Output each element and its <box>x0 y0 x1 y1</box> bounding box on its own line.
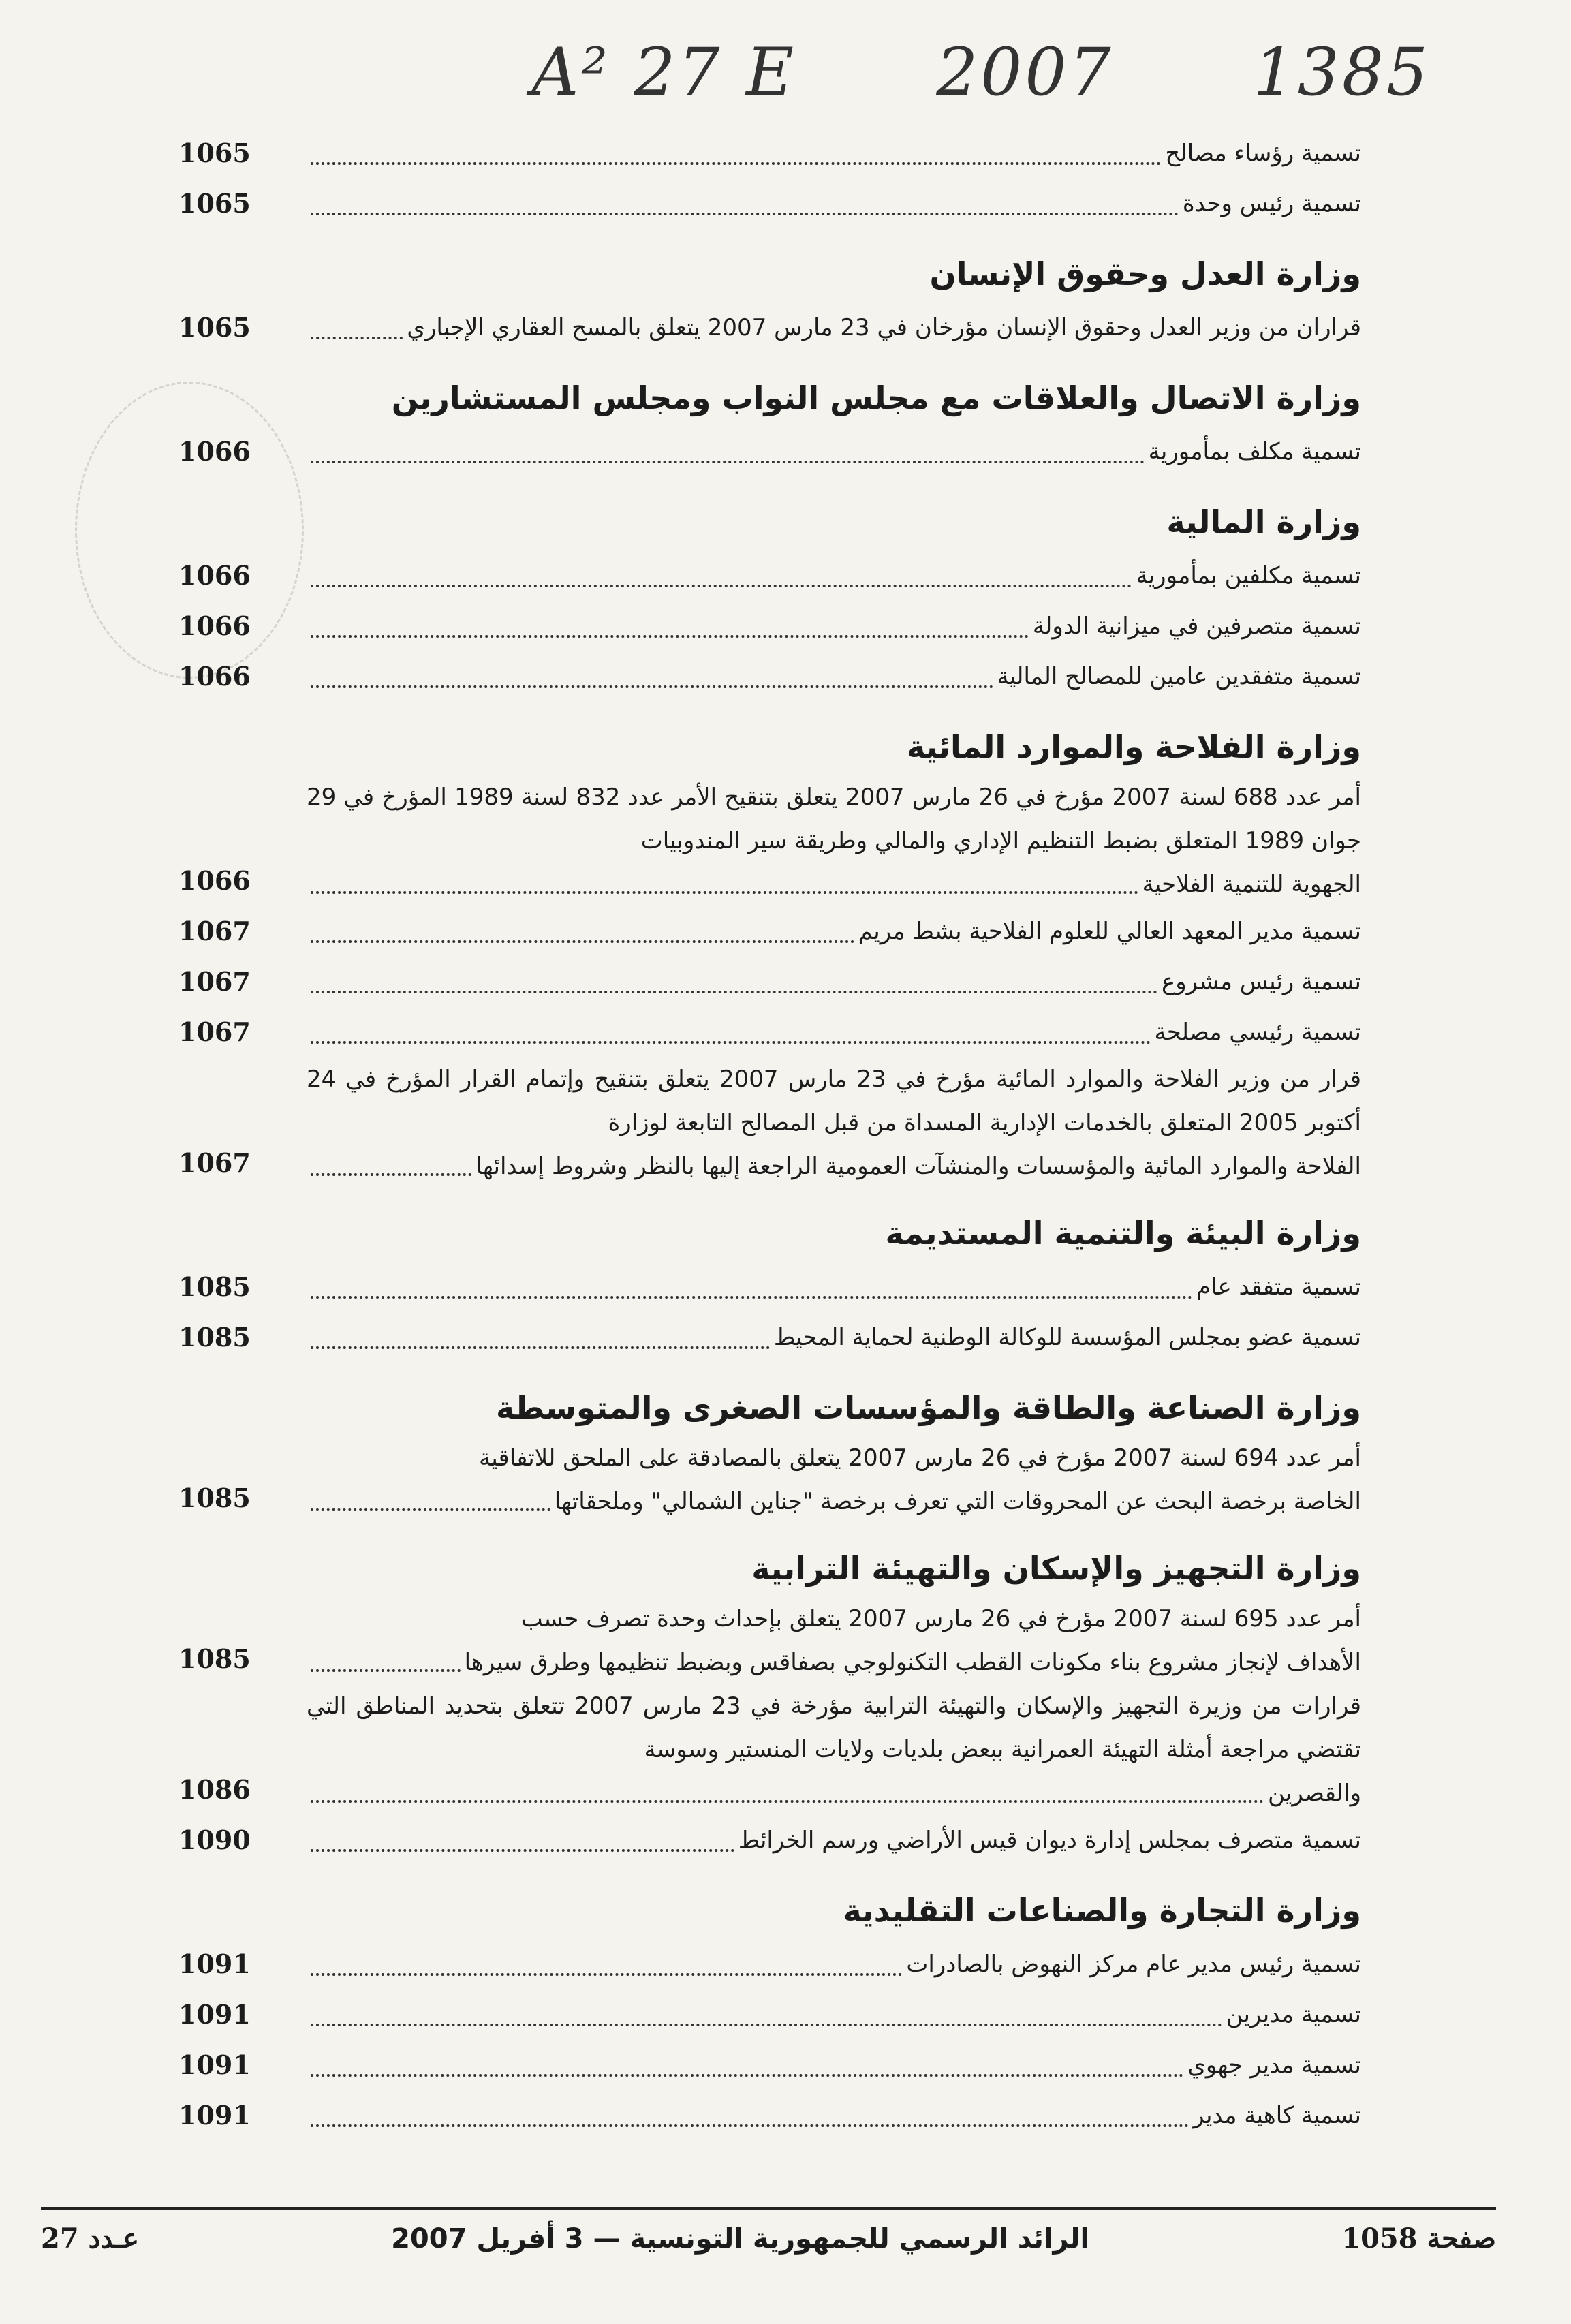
toc-entry <box>178 1597 1361 1684</box>
toc-entry <box>178 651 1361 702</box>
ministry-heading: وزارة التجارة والصناعات التقليدية <box>843 1892 1361 1929</box>
leader-dots <box>311 1849 734 1852</box>
handwritten-ref: A² 27 E <box>531 34 797 110</box>
toc-entry <box>178 1057 1361 1188</box>
entry-text: تسمية متصرفين في ميزانية الدولة <box>1032 613 1361 640</box>
leader-dots <box>311 585 1132 587</box>
entry-page-number: 1067 <box>178 1017 251 1047</box>
leader-dots <box>311 1173 471 1176</box>
entry-lead-text: قرار من وزير الفلاحة والموارد المائية مؤرخ في 23 مارس 2007 يتعلق بتنقيح وإتمام القرار المؤرخ في 24 أكتوبر 2005 المتعلق بالخدمات الإدارية المسداة من قبل المصالح التابعة لوزارة <box>307 1066 1361 1136</box>
handwritten-number: 1385 <box>1253 34 1431 110</box>
ministry-heading: وزارة الاتصال والعلاقات مع مجلس النواب ومجلس المستشارين <box>391 379 1361 416</box>
leader-dots <box>311 635 1029 638</box>
entry-text: تسمية رئيس وحدة <box>1182 190 1361 217</box>
leader-dots <box>311 940 854 943</box>
entry-page-number: 1085 <box>178 1322 251 1352</box>
journal-title: الرائد الرسمي للجمهورية التونسية — 3 أفريل 2007 <box>391 2222 1090 2255</box>
leader-dots <box>311 1508 550 1511</box>
leader-dots <box>311 1296 1192 1299</box>
entry-page-number: 1085 <box>178 1483 251 1513</box>
entry-page-number: 1067 <box>178 1147 251 1178</box>
leader-dots <box>311 1669 461 1672</box>
page-number: صفحة 1058 <box>1341 2222 1496 2255</box>
leader-dots <box>311 891 1138 894</box>
footer-rule <box>41 2207 1496 2210</box>
leader-dots <box>311 685 993 688</box>
entry-text: الخاصة برخصة البحث عن المحروقات التي تعرف برخصة "جناين الشمالي" وملحقاتها <box>554 1488 1361 1515</box>
entry-page-number: 1065 <box>178 188 251 219</box>
entry-text: تسمية مدير المعهد العالي للعلوم الفلاحية بشط مريم <box>858 918 1361 945</box>
entry-text: تسمية كاهية مدير <box>1193 2102 1361 2129</box>
entry-page-number: 1091 <box>178 1949 251 1979</box>
entry-page-number: 1091 <box>178 2049 251 2080</box>
entry-text: تسمية رئيس مدير عام مركز النهوض بالصادرات <box>906 1951 1361 1978</box>
entry-text: تسمية متفقدين عامين للمصالح المالية <box>997 663 1361 690</box>
entry-text: تسمية متصرف بمجلس إدارة ديوان قيس الأراضي ورسم الخرائط <box>738 1827 1361 1854</box>
toc-entry <box>178 1684 1361 1815</box>
leader-dots <box>311 2074 1183 2077</box>
entry-page-number: 1085 <box>178 1271 251 1302</box>
toc-entry <box>178 957 1361 1007</box>
leader-dots <box>311 2024 1222 2026</box>
leader-dots <box>311 337 403 339</box>
entry-page-number: 1067 <box>178 966 251 997</box>
entry-lead-text: قرارات من وزيرة التجهيز والإسكان والتهيئة الترابية مؤرخة في 23 مارس 2007 تتعلق بتحديد المناطق التي تقتضي مراجعة أمثلة التهيئة العمرانية ببعض بلديات ولايات المنستير وسوسة <box>307 1692 1362 1763</box>
entry-page-number: 1090 <box>178 1825 251 1855</box>
ministry-heading: وزارة الصناعة والطاقة والمؤسسات الصغرى والمتوسطة <box>495 1389 1361 1426</box>
leader-dots <box>311 461 1145 463</box>
leader-dots <box>311 2124 1189 2127</box>
handwritten-annotation <box>531 34 1431 110</box>
ministry-heading: وزارة المالية <box>1166 503 1361 540</box>
toc-entry <box>178 775 1361 906</box>
toc-entry <box>178 2040 1361 2090</box>
entry-page-number: 1086 <box>178 1774 251 1805</box>
entry-text: الفلاحة والموارد المائية والمؤسسات والمنشآت العمومية الراجعة إليها بالنظر وشروط إسدائها <box>476 1153 1361 1180</box>
toc-entry <box>178 2090 1361 2141</box>
entry-page-number: 1066 <box>178 865 251 896</box>
entry-page-number: 1065 <box>178 138 251 168</box>
leader-dots <box>311 991 1157 993</box>
entry-text: تسمية رئيسي مصلحة <box>1154 1019 1361 1046</box>
leader-dots <box>311 1973 902 1976</box>
handwritten-year: 2007 <box>936 34 1114 110</box>
entry-text: الجهوية للتنمية الفلاحية <box>1142 871 1361 898</box>
ministry-heading: وزارة الفلاحة والموارد المائية <box>907 728 1361 765</box>
toc-entry <box>178 1939 1361 1989</box>
toc-entry <box>178 906 1361 957</box>
entry-text: الأهداف لإنجاز مشروع بناء مكونات القطب التكنولوجي بصفاقس وبضبط تنظيمها وطرق سيرها <box>464 1649 1361 1676</box>
entry-text: تسمية مكلفين بمأمورية <box>1136 562 1361 589</box>
entry-text: تسمية مكلف بمأمورية <box>1148 438 1361 465</box>
entry-page-number: 1085 <box>178 1643 251 1674</box>
entry-lead-text: أمر عدد 695 لسنة 2007 مؤرخ في 26 مارس 2007 يتعلق بإحداث وحدة تصرف حسب <box>520 1605 1361 1632</box>
toc-entry <box>178 128 1361 179</box>
toc-entry <box>178 427 1361 477</box>
leader-dots <box>311 213 1179 215</box>
leader-dots <box>311 1346 770 1349</box>
ministry-heading: وزارة البيئة والتنمية المستديمة <box>885 1215 1361 1252</box>
entry-page-number: 1091 <box>178 1999 251 2030</box>
entry-text: تسمية رؤساء مصالح <box>1165 140 1361 167</box>
toc-entry <box>178 1007 1361 1057</box>
entry-page-number: 1065 <box>178 312 251 343</box>
entry-page-number: 1091 <box>178 2100 251 2131</box>
entry-text: تسمية مديرين <box>1226 2001 1361 2028</box>
toc-entry <box>178 601 1361 651</box>
toc-entry <box>178 1989 1361 2040</box>
entry-text: تسمية متفقد عام <box>1196 1273 1361 1301</box>
entry-page-number: 1066 <box>178 610 251 641</box>
toc-entry <box>178 551 1361 601</box>
ministry-heading: وزارة العدل وحقوق الإنسان <box>929 255 1361 292</box>
entry-lead-text: أمر عدد 688 لسنة 2007 مؤرخ في 26 مارس 2007 يتعلق بتنقيح الأمر عدد 832 لسنة 1989 المؤرخ في 29 جوان 1989 المتعلق بضبط التنظيم الإداري والمالي وطريقة سير المندوبيات <box>307 784 1361 854</box>
leader-dots <box>311 162 1161 165</box>
entry-text: تسمية مدير جهوي <box>1187 2051 1361 2079</box>
entry-page-number: 1066 <box>178 661 251 692</box>
entry-page-number: 1066 <box>178 436 251 467</box>
entry-text: تسمية رئيس مشروع <box>1161 968 1361 995</box>
entry-text: تسمية عضو بمجلس المؤسسة للوكالة الوطنية لحماية المحيط <box>773 1324 1361 1351</box>
page-footer <box>41 2222 1496 2255</box>
leader-dots <box>311 1800 1264 1803</box>
toc-entry <box>178 1436 1361 1523</box>
entry-page-number: 1066 <box>178 560 251 591</box>
toc-entry <box>178 1262 1361 1312</box>
toc-entry <box>178 1312 1361 1363</box>
table-of-contents <box>178 128 1361 2141</box>
toc-entry <box>178 1815 1361 1865</box>
entry-text: والقصرين <box>1267 1780 1361 1807</box>
toc-entry <box>178 303 1361 353</box>
issue-number: عـدد 27 <box>41 2222 139 2255</box>
entry-page-number: 1067 <box>178 916 251 946</box>
toc-entry <box>178 179 1361 229</box>
leader-dots <box>311 1041 1151 1044</box>
entry-text: قراران من وزير العدل وحقوق الإنسان مؤرخان في 23 مارس 2007 يتعلق بالمسح العقاري الإجباري <box>407 314 1361 341</box>
ministry-heading: وزارة التجهيز والإسكان والتهيئة الترابية <box>751 1550 1361 1587</box>
entry-lead-text: أمر عدد 694 لسنة 2007 مؤرخ في 26 مارس 2007 يتعلق بالمصادقة على الملحق للاتفاقية <box>478 1444 1361 1472</box>
